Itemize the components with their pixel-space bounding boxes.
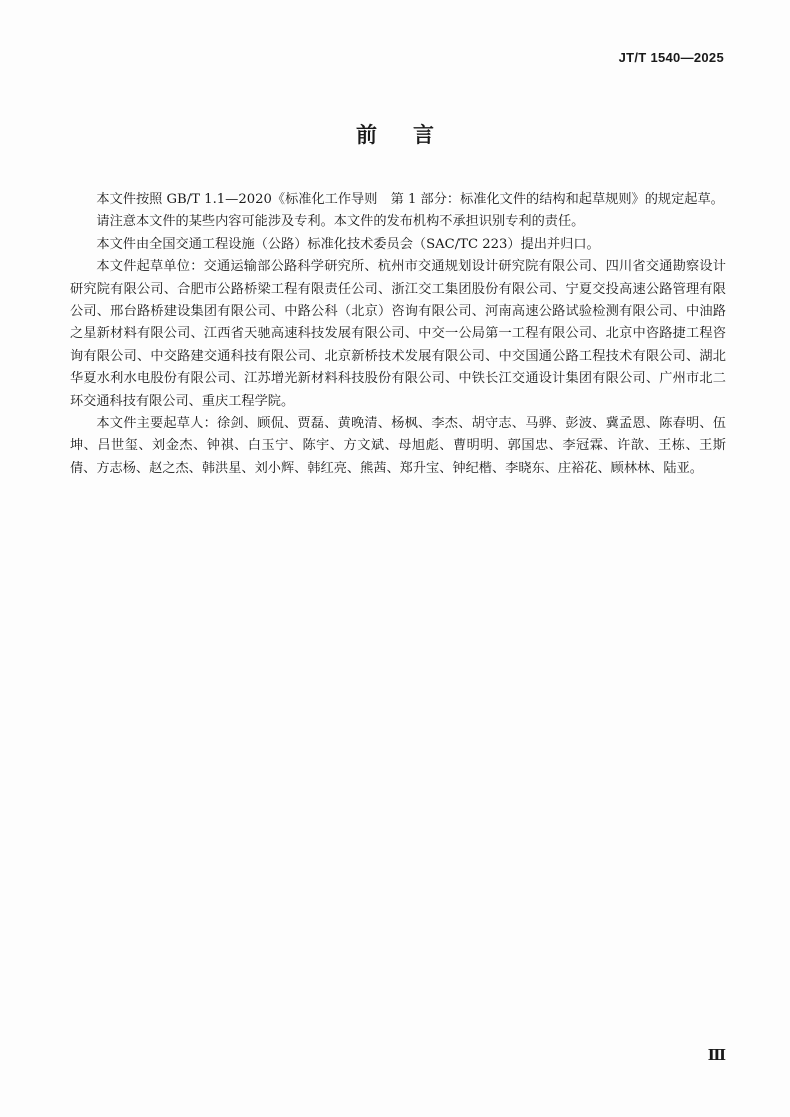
- foreword-body: [70, 189, 726, 480]
- document-code: JT/T 1540—2025: [618, 50, 724, 65]
- paragraph-drafters: 本文件主要起草人：徐剑、顾侃、贾磊、黄晚清、杨枫、李杰、胡守志、马骅、彭波、冀孟恩、陈春明、伍坤、吕世玺、刘金杰、钟祺、白玉宁、陈宇、方文斌、母旭彪、曹明明、郭国忠、李冠霖、许歆、王栋、王斯倩、方志杨、赵之杰、韩洪星、刘小辉、韩红亮、熊茜、郑升宝、钟纪楷、李晓东、庄裕花、顾林林、陆亚。: [70, 416, 726, 476]
- paragraph-proposer: 本文件由全国交通工程设施（公路）标准化技术委员会（SAC/TC 223）提出并归口。: [96, 236, 600, 252]
- paragraph-patent-notice: 请注意本文件的某些内容可能涉及专利。本文件的发布机构不承担识别专利的责任。: [96, 214, 585, 230]
- section-title: 前言: [356, 123, 470, 147]
- page-number: Ⅲ: [707, 1046, 726, 1064]
- paragraph-drafting-units: 本文件起草单位：交通运输部公路科学研究所、杭州市交通规划设计研究院有限公司、四川省交通勘察设计研究院有限公司、合肥市公路桥梁工程有限责任公司、浙江交工集团股份有限公司、宁夏交投高速公路管理有限公司、邢台路桥建设集团有限公司、中路公科（北京）咨询有限公司、河南高速公路试验检测有限公司、中油路之星新材料有限公司、江西省天驰高速科技发展有限公司、中交一公局第一工程有限公司、北京中咨路捷工程咨询有限公司、中交路建交通科技有限公司、北京新桥技术发展有限公司、中交国通公路工程技术有限公司、湖北华夏水利水电股份有限公司、江苏增光新材料科技股份有限公司、中铁长江交通设计集团有限公司、广州市北二环交通科技有限公司、重庆工程学院。: [70, 259, 726, 409]
- paragraph-drafting-rules: 本文件按照 GB/T 1.1—2020《标准化工作导则 第 1 部分：标准化文件的结构和起草规则》的规定起草。: [96, 192, 724, 207]
